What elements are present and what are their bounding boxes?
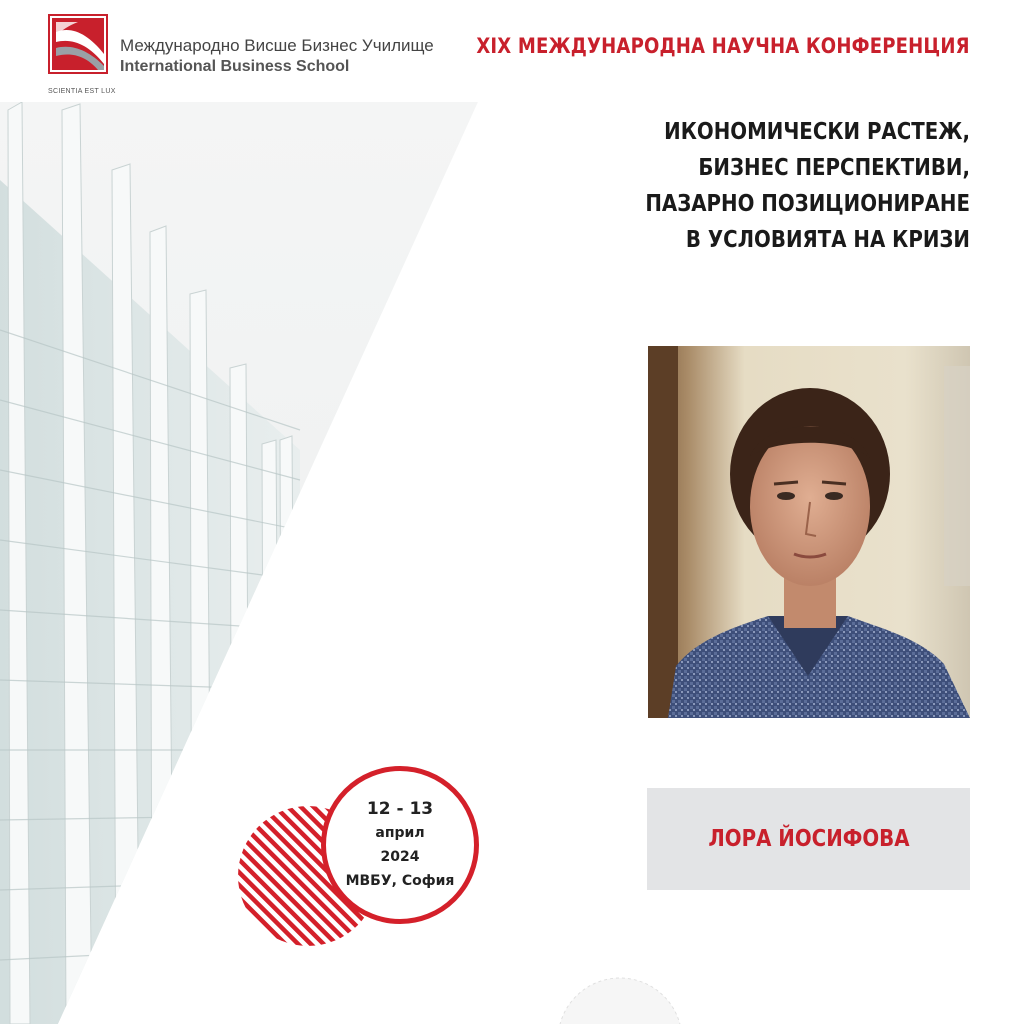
event-place: МВБУ, София xyxy=(345,873,455,889)
speaker-portrait xyxy=(648,346,970,718)
event-date-badge xyxy=(321,766,479,924)
school-logo[interactable] xyxy=(48,14,468,94)
speaker-name: ЛОРА ЙОСИФОВА xyxy=(707,826,910,852)
topic-line: БИЗНЕС ПЕРСПЕКТИВИ, xyxy=(698,155,970,181)
logo-motto: SCIENTIA EST LUX xyxy=(48,88,116,95)
event-dates: 12 - 13 xyxy=(366,799,434,819)
topic-line: В УСЛОВИЯТА НА КРИЗИ xyxy=(685,227,970,253)
conference-topic xyxy=(592,114,970,258)
topic-line: ПАЗАРНО ПОЗИЦИОНИРАНЕ xyxy=(645,191,970,217)
school-name-en: International Business School xyxy=(120,58,350,75)
event-year: 2024 xyxy=(380,849,420,865)
conference-title: XIX МЕЖДУНАРОДНА НАУЧНА КОНФЕРЕНЦИЯ xyxy=(476,34,970,58)
event-month: април xyxy=(375,825,425,841)
school-name-bg: Международно Висше Бизнес Училище xyxy=(120,36,434,55)
speaker-name-box xyxy=(647,788,970,890)
ibs-emblem-icon xyxy=(48,14,108,76)
topic-line: ИКОНОМИЧЕСКИ РАСТЕЖ, xyxy=(664,119,970,145)
